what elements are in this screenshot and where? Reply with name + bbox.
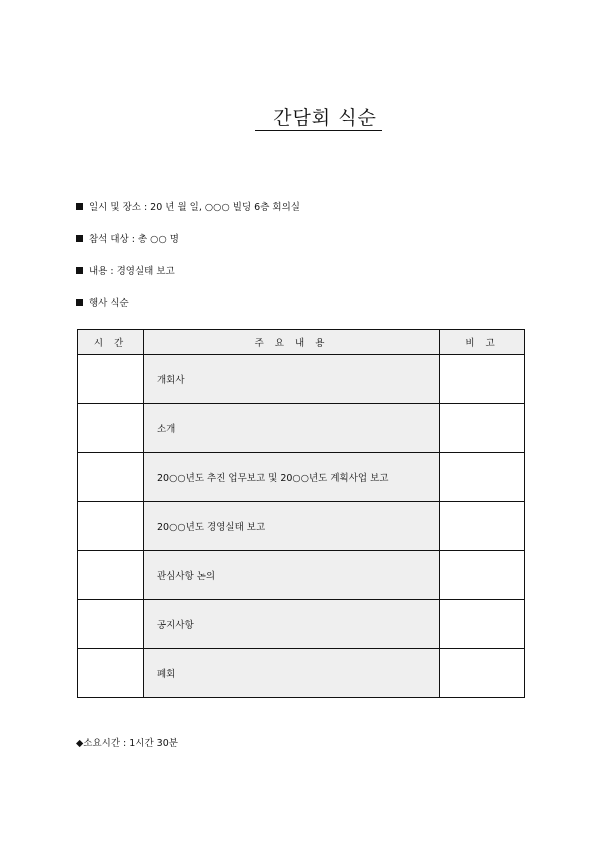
- title-underline: [255, 130, 382, 131]
- table-row: [78, 502, 525, 551]
- time-cell: [78, 649, 144, 698]
- note-cell: [440, 649, 525, 698]
- content-cell: 20○○년도 추진 업무보고 및 20○○년도 계획사업 보고: [144, 453, 440, 502]
- content-cell: 폐회: [144, 649, 440, 698]
- content-cell: 관심사항 논의: [144, 551, 440, 600]
- table-row: [78, 649, 525, 698]
- info-item-attendees: [76, 231, 179, 245]
- header-note: 비 고: [440, 330, 525, 355]
- time-cell: [78, 404, 144, 453]
- header-time: 시 간: [78, 330, 144, 355]
- table-row: [78, 551, 525, 600]
- table-row: [78, 404, 525, 453]
- table-row: [78, 600, 525, 649]
- note-cell: [440, 551, 525, 600]
- square-bullet-icon: [76, 267, 83, 274]
- document-title: 간담회 식순: [273, 107, 377, 129]
- table-row: [78, 453, 525, 502]
- time-cell: [78, 551, 144, 600]
- table-row: [78, 355, 525, 404]
- info-item-text: 내용 : 경영실태 보고: [89, 266, 175, 277]
- square-bullet-icon: [76, 299, 83, 306]
- info-item-program: [76, 295, 129, 309]
- square-bullet-icon: [76, 203, 83, 210]
- time-cell: [78, 453, 144, 502]
- note-cell: [440, 355, 525, 404]
- content-cell: 개회사: [144, 355, 440, 404]
- info-item-date-place: [76, 199, 300, 213]
- note-cell: [440, 502, 525, 551]
- note-cell: [440, 453, 525, 502]
- time-cell: [78, 502, 144, 551]
- info-item-content: [76, 263, 175, 277]
- note-cell: [440, 600, 525, 649]
- content-cell: 소개: [144, 404, 440, 453]
- duration-note: ◆소요시간 : 1시간 30분: [76, 738, 178, 749]
- info-item-text: 참석 대상 : 총 ○○ 명: [89, 234, 179, 245]
- table-header-row: [78, 330, 525, 355]
- content-cell: 공지사항: [144, 600, 440, 649]
- info-item-text: 일시 및 장소 : 20 년 월 일, ○○○ 빌딩 6층 회의실: [89, 202, 300, 213]
- time-cell: [78, 355, 144, 404]
- header-content: 주 요 내 용: [144, 330, 440, 355]
- note-cell: [440, 404, 525, 453]
- program-schedule-table: [77, 329, 525, 698]
- content-cell: 20○○년도 경영실태 보고: [144, 502, 440, 551]
- info-item-text: 행사 식순: [89, 298, 129, 309]
- square-bullet-icon: [76, 235, 83, 242]
- time-cell: [78, 600, 144, 649]
